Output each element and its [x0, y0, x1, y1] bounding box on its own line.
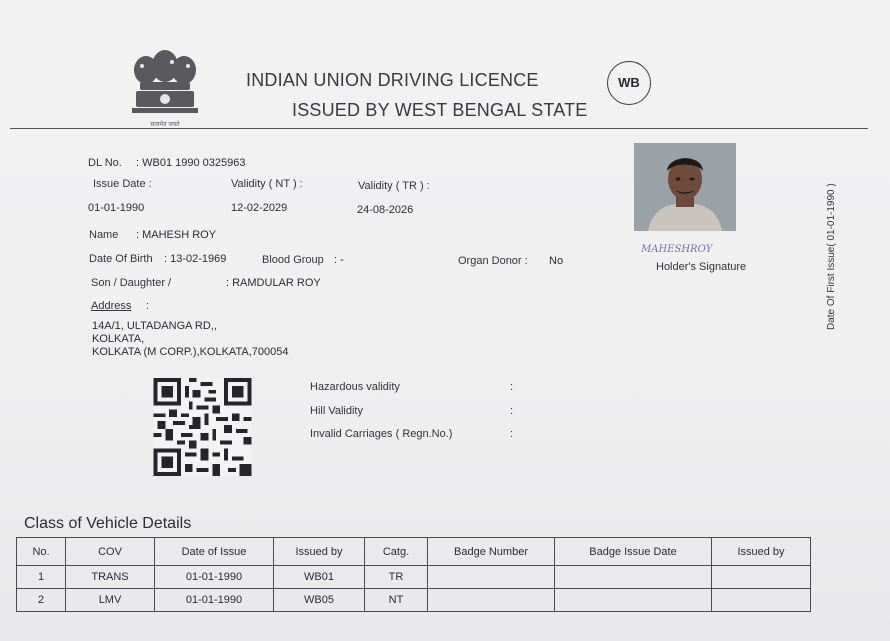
state-code-badge: WB: [607, 61, 651, 105]
table-cell: 01-01-1990: [155, 566, 274, 589]
hazardous-validity-colon: :: [510, 381, 514, 393]
column-header: Date of Issue: [155, 538, 274, 566]
table-cell: [555, 566, 712, 589]
national-emblem-icon: [122, 48, 208, 130]
address-line-1: 14A/1, ULTADANGA RD,,: [92, 320, 217, 332]
hill-validity-label: Hill Validity: [310, 405, 363, 417]
table-cell: TRANS: [66, 566, 155, 589]
table-row: [17, 589, 811, 612]
header-divider: [10, 128, 868, 129]
column-header: COV: [66, 538, 155, 566]
organ-donor-label: Organ Donor :: [458, 255, 528, 267]
hill-validity-colon: :: [510, 405, 514, 417]
address-line-3: KOLKATA (M CORP.),KOLKATA,700054: [92, 346, 289, 358]
address-line-2: KOLKATA,: [92, 333, 145, 345]
table-cell: 01-01-1990: [155, 589, 274, 612]
table-cell: NT: [365, 589, 428, 612]
dl-no-label: DL No.: [88, 157, 122, 169]
validity-tr-label: Validity ( TR ) :: [358, 180, 430, 192]
column-header: Badge Issue Date: [555, 538, 712, 566]
name-value: : MAHESH ROY: [136, 229, 217, 241]
first-issue-date: Date Of First Issue( 01-01-1990 ): [826, 183, 837, 330]
relation-value: : RAMDULAR ROY: [226, 277, 321, 289]
licence-title: INDIAN UNION DRIVING LICENCE: [246, 70, 539, 90]
table-cell: 2: [17, 589, 66, 612]
hazardous-validity-label: Hazardous validity: [310, 381, 400, 393]
column-header: Issued by: [712, 538, 811, 566]
validity-nt-value: 12-02-2029: [231, 202, 288, 214]
dob-value: : 13-02-1969: [164, 253, 227, 265]
table-header-row: [17, 538, 811, 566]
organ-donor-value: No: [549, 255, 564, 267]
qr-code: [152, 378, 253, 476]
name-label: Name: [89, 229, 119, 241]
emblem-caption: सत्यमेव जयते: [150, 122, 180, 128]
table-cell: [428, 589, 555, 612]
validity-nt-label: Validity ( NT ) :: [231, 178, 303, 190]
invalid-carriages-colon: :: [510, 428, 514, 440]
validity-tr-value: 24-08-2026: [357, 204, 414, 216]
dob-label: Date Of Birth: [89, 253, 153, 265]
relation-label: Son / Daughter /: [91, 277, 172, 289]
address-colon: :: [146, 300, 150, 312]
vehicle-class-table: [16, 537, 811, 612]
issuing-state-title: ISSUED BY WEST BENGAL STATE: [292, 100, 588, 120]
issue-date-value: 01-01-1990: [88, 202, 145, 214]
blood-group-label: Blood Group: [262, 254, 324, 266]
column-header: Catg.: [365, 538, 428, 566]
issue-date-label: Issue Date :: [93, 178, 152, 190]
table-row: [17, 566, 811, 589]
table-cell: [428, 566, 555, 589]
column-header: No.: [17, 538, 66, 566]
table-cell: [712, 589, 811, 612]
holder-signature: MAHESHROY: [641, 244, 713, 255]
blood-group-value: : -: [334, 254, 344, 266]
holder-signature-label: Holder's Signature: [656, 261, 747, 273]
column-header: Badge Number: [428, 538, 555, 566]
table-cell: [555, 589, 712, 612]
table-cell: TR: [365, 566, 428, 589]
table-cell: [712, 566, 811, 589]
table-cell: WB05: [274, 589, 365, 612]
holder-photo: [634, 143, 736, 231]
vehicle-class-title: Class of Vehicle Details: [24, 515, 192, 532]
table-cell: LMV: [66, 589, 155, 612]
table-cell: 1: [17, 566, 66, 589]
column-header: Issued by: [274, 538, 365, 566]
table-cell: WB01: [274, 566, 365, 589]
address-label: Address: [91, 300, 132, 312]
dl-no-value: : WB01 1990 0325963: [136, 157, 246, 169]
person-silhouette-icon: [634, 143, 736, 231]
invalid-carriages-label: Invalid Carriages ( Regn.No.): [310, 428, 453, 440]
